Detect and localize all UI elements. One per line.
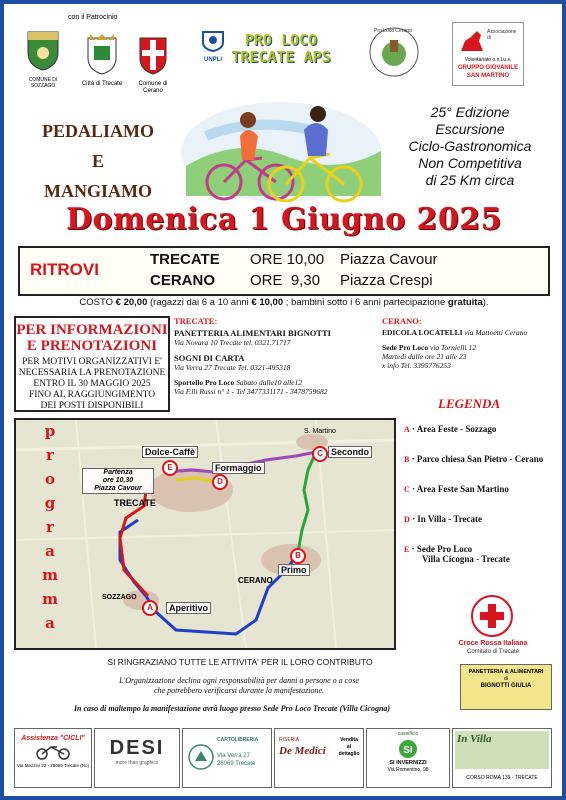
legenda-text: In Villa - Trecate [417,514,483,524]
associazione-logo [452,22,524,86]
ritrovo-time-2: ORE 9,30 [250,272,321,289]
sozzago-label-1: COMUNE DI [28,77,58,83]
map-label-partenza [82,468,154,494]
trecate-contacts [174,316,354,396]
carto-addr: Via Verra 27 [217,753,250,759]
info-body-1: PER MOTIVI ORGANIZZATIVI E' [22,357,162,367]
sportello-hours: Sabato dalle10 alle12 [236,378,302,387]
programma-letter: p [44,422,56,440]
locatelli-title: EDICOLA LOCATELLI [382,328,463,337]
unpli-shield-icon [200,30,226,52]
map-town-sozzago: SOZZAGO [102,594,137,601]
patrocinio-label: con il Patrocinio [68,14,118,21]
sponsor-de-medici [274,728,364,788]
bignotti-line-3: BIGNOTTI GIULIA [480,683,532,689]
event-description [384,104,556,189]
poster [4,4,562,796]
unpli-label: UNPLI [204,57,222,63]
event-line-5: di 25 Km circa [425,172,515,188]
ritrovi-box [18,246,550,296]
info-box [14,316,170,412]
sponsor-cartolibreria [182,728,272,788]
maltempo-line: In caso di maltempo la manifestazione avrà luogo presso Sede Pro Loco Trecate (Villa Cicogna) [73,704,391,713]
programma-letter: r [46,446,54,464]
croce-rossa-sub: Comitato di Trecate [466,649,520,655]
title-line-3: MANGIAMO [44,181,152,201]
programma-letter: a [45,542,55,560]
invernizzi-name: SI INVERNIZZI [389,760,427,766]
demedici-side-1: Vendita [340,737,358,743]
map-marker-e: E [162,460,178,476]
associazione-line-4: SAN MARTINO [466,73,510,79]
sponsor-bignotti [460,664,552,710]
event-line-4: Non Competitiva [418,155,522,171]
map-town-cerano: CERANO [238,576,273,585]
costo-prefix: COSTO [79,297,114,308]
legenda-text: Sede Pro Loco [416,544,473,554]
info-title-1: PER INFORMAZIONI [16,322,168,338]
bicycle-icon [33,744,73,760]
trecate-crest-icon [76,32,128,76]
partenza-line-1: Partenza [103,469,133,476]
proloco-line-1: PRO LOCO [244,31,318,49]
cerano-heading: CERANO: [382,316,422,326]
locatelli-addr: via Mattoetti Cerano [464,328,528,337]
proloco-line-2: TRECATE APS [231,48,331,66]
programma-letter: g [44,494,56,512]
legenda-letter: D [404,515,410,524]
legenda-letter: E [404,545,410,554]
programma-letter: o [44,470,55,488]
sede-cerano-addr: via Tornielli 12 [429,343,476,352]
ritrovo-place-1: TRECATE [150,251,220,268]
event-line-2: Escursione [435,121,505,137]
sogni-di-carta-icon [187,743,215,771]
ritrovo-time-1: ORE 10,00 [250,251,325,268]
title-line-2: E [91,151,104,171]
bignotti-title: PANETTERIA ALIMENTARI BIGNOTTI [174,328,331,338]
proloco-cerano-logo [368,26,420,78]
programma-letter: m [42,590,58,608]
desi-sub: more than graphics [115,760,159,766]
map-town-trecate: TRECATE [114,498,156,508]
sponsor-desi [94,728,180,788]
in-villa-sub: CORSO ROMA 139 - TRECATE [466,775,538,781]
ritrovo-where-1: Piazza Cavour [340,251,438,268]
thanks-line: SI RINGRAZIANO TUTTE LE ATTIVITA' PER IL LORO CONTRIBUTO [107,657,373,667]
sportello-line: Via F.lli Russi n° 1 - Tel 3477331171 - 3478759682 [174,387,328,396]
demedici-logo: De Medici [279,745,326,757]
cicli-title: Assistenza "CICLI" [21,735,85,742]
ritrovi-label: RITROVI [30,260,99,279]
sponsor-cicli [14,728,92,788]
partenza-line-3: Piazza Cavour [94,485,142,492]
programma-vertical [40,420,60,648]
legenda-text: Area Feste - Sozzago [416,424,497,434]
sede-cerano-line-2: x info Tel. 3395776253 [382,361,451,370]
cerano-contacts [382,316,558,370]
info-body-4: FINO AL RAGGIUNGIMENTO [28,390,156,400]
sede-cerano-title: Sede Pro Loco [382,343,429,352]
associazione-line-2: Volontariato o.n.l.u.s. [464,57,512,63]
sede-cerano-line-1: Martedì dalle ore 21 alle 23 [382,352,467,361]
svg-text:SI: SI [403,745,413,756]
event-line-3: Ciclo-Gastronomica [408,138,532,154]
sogni-title: SOGNI DI CARTA [174,353,245,363]
bignotti-line: Via Novara 10 Trecate tel. 0321.71717 [174,338,291,347]
info-title-2: E PRENOTAZIONI [26,338,158,354]
unpli-logo [200,30,226,62]
info-body-2: NECESSARIA LA PRENOTAZIONE [18,368,166,378]
map-marker-d: D [212,474,228,490]
title-line-1: PEDALIAMO [42,121,154,141]
disclaimer-line-2: che potrebbero verificarsi durante la manifestazione. [153,686,325,695]
cyclists-illustration [176,96,386,208]
sogni-line: Via Verra 27 Trecate Tel. 0321-495318 [174,363,291,372]
demedici-side-3: dettaglio [338,751,360,757]
sozzago-crest-icon [24,28,62,72]
map-town-san-martino: S. Martino [304,428,336,435]
ritrovo-place-2: CERANO [150,272,216,289]
costo-line [14,297,554,308]
cyclists-icon [176,96,386,208]
trecate-logo [76,32,128,92]
sportello-title: Sportello Pro Loco [174,378,235,387]
costo-suffix: ; bambini sotto i 6 anni partecipazione [285,297,446,308]
demedici-top: RISERIA [279,737,300,743]
costo-free: gratuita [447,297,483,308]
sponsor-invernizzi [366,728,450,788]
costo-middle: (ragazzi dai 6 a 10 anni [150,297,249,308]
sponsor-in-villa [452,728,552,788]
map-label-formaggio: Formaggio [212,462,265,474]
red-cross-icon [462,592,522,642]
bignotti-line-1: PANETTERIA & ALIMENTARI [468,669,544,675]
costo-price: € 20,00 [115,297,148,308]
legenda-list: A · Area Feste - Sozzago B · Parco chiesa San Pietro - Cerano C · Area Feste San Martino D · In Villa - Trecate E · Sede Pro Loco Villa Cicogna - Trecate [404,424,560,564]
legenda-letter: B [404,455,410,464]
croce-rossa-name: Croce Rossa Italiana [458,640,528,647]
disclaimer-line-1: L'Organizzazione declina ogni responsabilità per danni a persone o a cose [119,676,359,685]
programma-letter: m [42,566,58,584]
info-body-5: DEI POSTI DISPONIBILI [40,401,144,411]
legenda-title: LEGENDA [438,396,501,411]
cerano-label: Comune di Cerano [138,81,168,94]
cerano-crest-icon [128,32,178,76]
map-marker-a: A [142,600,158,616]
map-marker-c: C [312,446,328,462]
sozzago-label-2: SOZZAGO [30,83,56,89]
desi-logo: DESI [109,737,165,759]
costo-price-kids: € 10,00 [251,297,284,308]
legenda-text: Area Feste San Martino [416,484,509,494]
map-label-secondo: Secondo [328,446,372,458]
route-map [14,418,396,650]
proloco-trecate-wordmark [226,32,336,66]
trecate-label: Città di Trecate [81,81,123,87]
partenza-line-2: ore 10,30 [102,477,134,484]
map-label-dolce: Dolce-Caffè [142,446,198,458]
main-title [28,116,168,206]
legenda-letter: C [404,485,410,494]
legenda-letter: A [404,425,410,434]
programma-letter: r [46,518,54,536]
in-villa-logo: In Villa [457,733,492,745]
cicli-line: Via Mazzini 22 - 28069 Trecate (No) [17,763,89,768]
demedici-side-2: al [346,744,352,750]
cerano-logo [128,32,178,92]
event-line-1: 25° Edizione [430,104,510,120]
legenda-text: Parco chiesa San Pietro - Cerano [416,454,544,464]
bignotti-line-2: di [504,676,508,682]
associazione-line-1: Associazione di [487,29,517,41]
costo-end: ). [482,297,489,308]
legenda-text-2: Villa Cicogna - Trecate [422,554,510,564]
invernizzi-addr: Via Romentino, 98 [387,767,429,773]
carto-label: CARTOLIBRERIA [217,737,259,743]
invernizzi-logo-icon [395,739,421,759]
programma-letter: a [45,614,55,632]
carto-city: 28069 Trecate [217,761,256,767]
info-body-3: ENTRO IL 30 MAGGIO 2025 [33,379,151,389]
caseificio-label: caseificio [397,731,419,737]
trecate-heading: TRECATE: [174,316,218,326]
map-label-primo: Primo [278,564,310,576]
san-martino-horse-icon [457,27,487,55]
map-label-aperitivo: Aperitivo [166,602,211,614]
proloco-cerano-label: Pro Loco Cerano [374,28,412,34]
associazione-line-3: GRUPPO GIOVANILE [457,65,519,71]
map-marker-b: B [290,548,306,564]
ritrovo-where-2: Piazza Crespi [340,272,433,289]
sozzago-logo [24,28,62,88]
croce-rossa-logo [462,592,522,642]
event-date: Domenica 1 Giugno 2025 [65,202,503,237]
